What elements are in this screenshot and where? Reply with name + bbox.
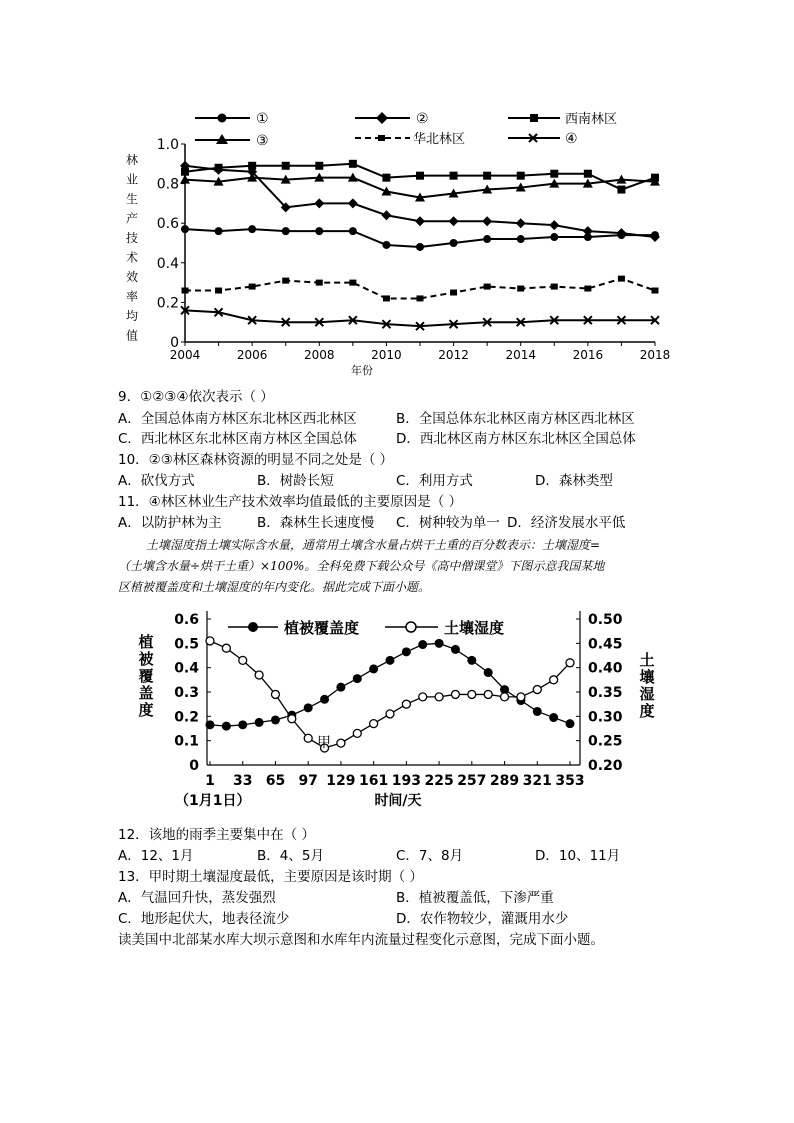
y-axis-title-char: 被 (138, 650, 154, 668)
data-point (304, 734, 312, 742)
data-point (215, 164, 223, 172)
x-tick-label: 65 (265, 773, 286, 789)
q11-option-a[interactable]: A．以防护林为主 (118, 515, 222, 531)
y-tick-label: 0.3 (174, 685, 199, 701)
chart2-y-ticks-right (576, 612, 623, 774)
q10-stem: 10．②③林区森林资源的明显不同之处是（ ） (118, 452, 394, 468)
x-tick-label: 2018 (639, 348, 671, 362)
passage (118, 535, 678, 598)
data-point (348, 198, 358, 208)
data-point (386, 656, 395, 665)
data-point (415, 216, 425, 226)
q9-option-a[interactable]: A．全国总体南方林区东北林区西北林区 (118, 411, 357, 427)
passage-line: 区植被覆盖度和土壤湿度的年内变化。据此完成下面小题。 (118, 580, 431, 594)
data-point (482, 216, 492, 226)
data-point (416, 243, 424, 251)
data-point (417, 295, 424, 301)
y-tick-label: 0.6 (174, 612, 199, 628)
y-axis-title-char: 均 (125, 309, 139, 323)
legend-item-2 (355, 111, 429, 127)
chart2-ylabel-left (138, 633, 154, 719)
q13-stem: 13．甲时期土壤湿度最低，主要原因是该时期（ ） (118, 869, 423, 885)
data-point (533, 707, 542, 716)
data-point (248, 162, 256, 170)
data-point (449, 216, 459, 226)
y-axis-title-char: 效 (125, 270, 139, 284)
y-tick-label: 0.4 (174, 660, 199, 677)
data-point (353, 674, 362, 683)
q10-option-d[interactable]: D．森林类型 (535, 473, 613, 489)
data-point (435, 639, 444, 648)
x-tick-label: 2012 (438, 348, 469, 362)
data-point (215, 288, 222, 294)
data-point (501, 693, 509, 701)
q12-option-b[interactable]: B．4、5月 (257, 848, 324, 864)
y-axis-title-char: 林 (125, 153, 139, 167)
data-point (337, 739, 345, 747)
q12-option-d[interactable]: D．10、11月 (535, 848, 621, 864)
y-tick-label: 0.5 (174, 636, 199, 653)
y-tick-label: 0.45 (588, 636, 623, 653)
data-point (248, 225, 256, 233)
data-point (484, 690, 492, 698)
data-point (349, 280, 356, 286)
y-tick-label: 0.6 (156, 216, 179, 233)
y-axis-title-char: 生 (125, 192, 139, 206)
data-point (182, 288, 189, 294)
data-point (255, 718, 264, 727)
data-point (304, 703, 313, 712)
data-point (617, 186, 625, 194)
legend-label: ① (256, 111, 269, 127)
y-axis-title-char: 盖 (138, 684, 154, 702)
data-point (517, 235, 525, 243)
chart2-legend (228, 619, 504, 637)
data-point (419, 693, 427, 701)
x-tick-label: 33 (232, 773, 253, 789)
x-tick-label: 257 (457, 773, 487, 789)
q10-option-c[interactable]: C．利用方式 (396, 473, 473, 489)
legend-item-1 (195, 111, 269, 127)
q12-stem: 12．该地的雨季主要集中在（ ） (118, 827, 315, 843)
y-tick-label: 0.1 (174, 733, 199, 750)
y-axis-title-char: 术 (125, 250, 139, 265)
data-point (402, 647, 411, 656)
y-tick-label: 0.30 (588, 709, 623, 726)
x-tick-label: 2010 (371, 348, 402, 362)
data-point (418, 640, 427, 649)
legend-label: ③ (256, 133, 269, 149)
q9-option-c[interactable]: C．西北林区东北林区南方林区全国总体 (118, 431, 357, 447)
legend-label: 土壤湿度 (444, 619, 505, 637)
annotation-jia: 甲 (317, 735, 331, 751)
x-tick-label: 2016 (572, 348, 604, 362)
data-point (349, 227, 357, 235)
x-tick-label: 2014 (505, 348, 536, 362)
x-tick-label: 289 (489, 773, 520, 789)
data-point (386, 710, 394, 718)
data-point (468, 690, 476, 698)
data-point (316, 280, 323, 286)
data-point (206, 637, 214, 645)
data-point (271, 690, 279, 698)
q11-stem: 11．④林区林业生产技术效率均值最低的主要原因是（ ） (118, 494, 463, 510)
x-tick-label: 321 (522, 773, 552, 789)
data-point (584, 286, 591, 292)
data-point (222, 722, 231, 731)
x-tick-label: 129 (326, 773, 356, 789)
y-axis-title-char: 湿 (639, 685, 655, 703)
data-point (451, 690, 459, 698)
q10-option-a[interactable]: A．砍伐方式 (118, 473, 195, 489)
data-point (517, 693, 525, 701)
vegetation-soil-chart (110, 605, 670, 815)
data-point (516, 218, 526, 228)
y-tick-label: 0.8 (156, 176, 179, 193)
legend-label: 西南林区 (565, 112, 618, 127)
data-point (549, 713, 558, 722)
data-point (652, 288, 659, 294)
data-point (550, 170, 558, 178)
x-tick-label: 225 (424, 773, 454, 789)
data-point (282, 227, 290, 235)
data-point (222, 644, 230, 652)
q12-option-a[interactable]: A．12、1月 (118, 848, 194, 864)
y-axis-title-char: 业 (125, 172, 139, 187)
q13-option-b[interactable]: B．植被覆盖低，下渗严重 (396, 890, 554, 906)
q11-option-c[interactable]: C．树种较为单一 (396, 515, 500, 531)
chart1-legend (195, 111, 617, 149)
y-tick-label: 0.25 (588, 733, 623, 750)
y-axis-title-char: 度 (639, 702, 655, 720)
y-tick-label: 0.35 (588, 685, 623, 701)
chart1-y-ticks (157, 137, 185, 351)
legend-item-north-china (355, 131, 465, 147)
data-point (484, 668, 493, 677)
y-axis-title-char: 值 (125, 328, 139, 343)
legend-item-3 (195, 133, 269, 149)
data-point (533, 686, 541, 694)
data-point (353, 729, 361, 737)
q9-stem: 9．①②③④依次表示（ ） (118, 389, 274, 405)
y-tick-label: 0.2 (174, 709, 199, 726)
data-point (566, 659, 574, 667)
q12-option-c[interactable]: C．7、8月 (396, 848, 464, 864)
legend-soil (385, 619, 504, 637)
data-point (370, 720, 378, 728)
q10-option-b[interactable]: B．树龄长短 (257, 473, 334, 489)
y-tick-label: 0.4 (156, 255, 179, 272)
q9-option-d[interactable]: D．西北林区南方林区东北林区全国总体 (396, 431, 636, 447)
data-point (450, 172, 458, 180)
data-point (282, 278, 289, 284)
data-point (271, 715, 280, 724)
data-point (282, 162, 290, 170)
x-tick-label: 161 (359, 773, 389, 789)
data-point (551, 284, 558, 290)
x-tick-label: 1 (205, 773, 215, 789)
data-point (549, 220, 559, 230)
data-point (181, 225, 189, 233)
x-tick-label: 193 (391, 773, 421, 789)
legend-vegetation (228, 619, 359, 637)
legend-label: ② (416, 111, 429, 127)
y-tick-label: 0.20 (588, 758, 623, 774)
passage-line: （土壤含水量÷烘干土重）×100%。全科免费下载公众号《高中僧课堂》下图示意我国某地 (118, 559, 605, 573)
data-point (483, 235, 491, 243)
data-point (383, 295, 390, 301)
y-tick-label: 0 (170, 335, 179, 351)
data-point (381, 210, 391, 220)
q13-option-d[interactable]: D．农作物较少，灌溉用水少 (396, 911, 569, 927)
y-tick-label: 0.40 (588, 660, 623, 677)
data-point (584, 170, 592, 178)
x-tick-label: 353 (555, 773, 585, 789)
data-point (416, 172, 424, 180)
data-point (566, 719, 575, 728)
data-point (402, 700, 410, 708)
data-point (238, 720, 247, 729)
chart2-series (206, 637, 575, 752)
x-tick-label: 97 (298, 773, 318, 789)
data-point (315, 162, 323, 170)
chart2-y-ticks-left (174, 612, 211, 774)
y-axis-title-char: 技 (125, 231, 139, 245)
q9-option-b[interactable]: B．全国总体东北林区南方林区西北林区 (396, 411, 635, 427)
data-point (550, 676, 558, 684)
data-point (450, 239, 458, 247)
q13-option-a[interactable]: A．气温回升快，蒸发强烈 (118, 890, 276, 906)
data-point (450, 290, 457, 296)
data-point (315, 227, 323, 235)
legend-label: 华北林区 (413, 132, 466, 147)
x-tick-label: 2008 (304, 348, 335, 362)
legend-label: 植被覆盖度 (284, 619, 360, 637)
y-axis-title-char: 产 (125, 211, 139, 226)
data-point (349, 160, 357, 168)
data-point (239, 656, 247, 664)
data-point (320, 695, 329, 704)
chart2-x-axis-title: 时间/天 (374, 793, 422, 809)
data-point (550, 233, 558, 241)
forestry-efficiency-chart (110, 100, 680, 385)
x-tick-label: 2004 (169, 348, 201, 362)
data-point (369, 664, 378, 673)
q11-option-b[interactable]: B．森林生长速度慢 (257, 515, 375, 531)
q11-option-d[interactable]: D．经济发展水平低 (507, 515, 626, 531)
y-axis-title-char: 率 (125, 289, 139, 304)
chart1-series (180, 160, 660, 330)
legend-item-4 (508, 131, 578, 147)
data-point (336, 683, 345, 692)
data-point (206, 720, 215, 729)
chart2-x-note: （1月1日） (175, 793, 251, 809)
data-point (451, 645, 460, 654)
data-point (382, 241, 390, 249)
y-tick-label: 1.0 (156, 137, 179, 153)
data-point (618, 276, 625, 282)
legend-label: ④ (565, 131, 578, 147)
data-point (483, 172, 491, 180)
data-point (435, 693, 443, 701)
chart1-x-axis-title: 年份 (351, 364, 373, 377)
data-point (484, 284, 491, 290)
data-point (314, 198, 324, 208)
data-point (467, 656, 476, 665)
data-point (382, 174, 390, 182)
y-tick-label: 0.2 (156, 295, 179, 312)
data-point (517, 286, 524, 292)
y-axis-title-char: 度 (138, 701, 154, 719)
y-axis-title-char: 壤 (639, 668, 655, 686)
chart2-ylabel-right (639, 651, 654, 720)
y-axis-title-char: 土 (639, 651, 655, 669)
data-point (249, 284, 256, 290)
final-instruction: 读美国中北部某水库大坝示意图和水库年内流量过程变化示意图，完成下面小题。 (118, 932, 604, 948)
y-axis-title-char: 覆 (138, 667, 154, 685)
data-point (517, 172, 525, 180)
y-tick-label: 0.50 (588, 612, 623, 628)
chart1-x-ticks (170, 342, 671, 362)
q13-option-c[interactable]: C．地形起伏大，地表径流少 (118, 911, 290, 927)
y-axis-title-char: 植 (138, 633, 154, 651)
data-point (215, 227, 223, 235)
data-point (255, 671, 263, 679)
data-point (288, 715, 296, 723)
data-point (181, 168, 189, 176)
chart1-ylabel (126, 152, 138, 343)
legend-item-southwest (508, 111, 617, 127)
passage-line: 土壤湿度指土壤实际含水量，通常用土壤含水量占烘干土重的百分数表示：土壤湿度= (146, 538, 601, 552)
y-tick-label: 0 (189, 758, 199, 774)
data-point (583, 226, 593, 236)
x-tick-label: 2006 (236, 348, 268, 362)
